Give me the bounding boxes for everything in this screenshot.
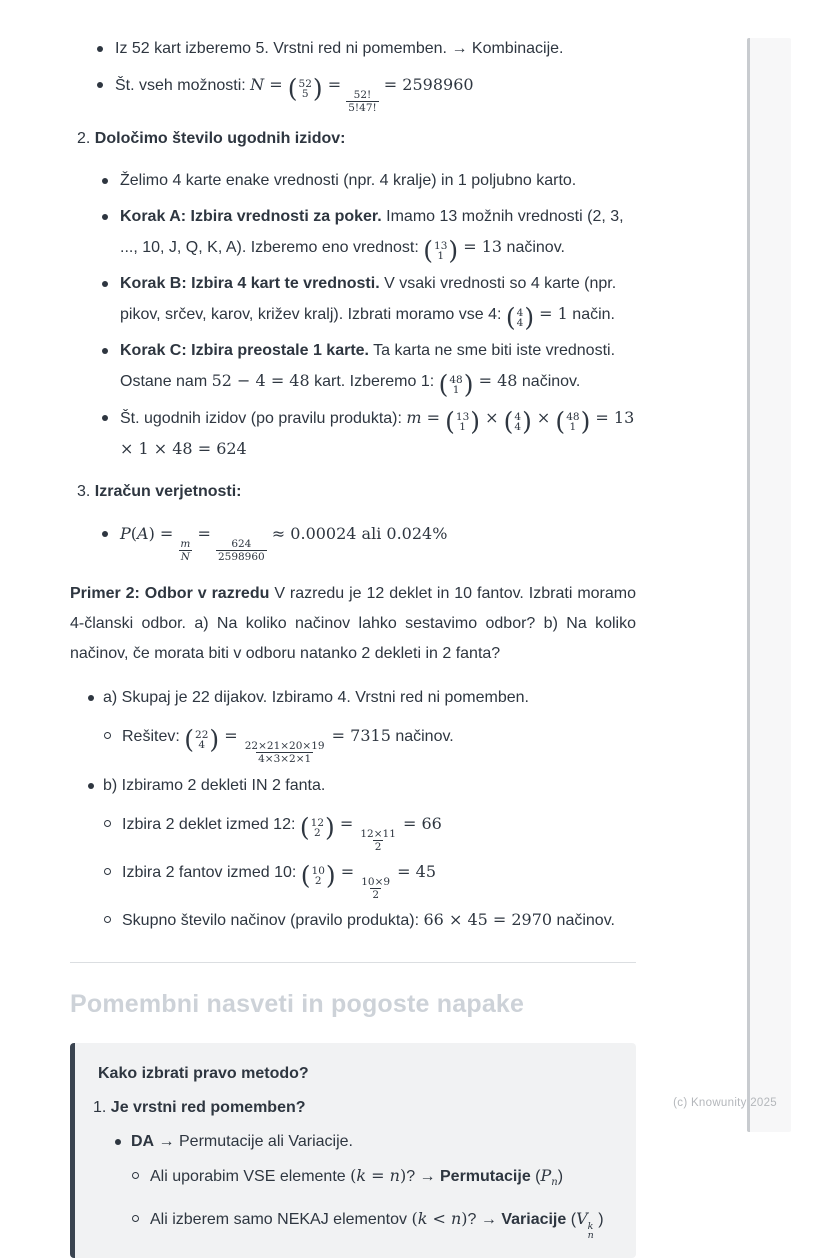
bullet-disc-icon bbox=[102, 415, 108, 421]
math-binom bbox=[505, 303, 535, 332]
math-var: k bbox=[417, 1209, 428, 1228]
text-run: V razredu je 12 deklet in 10 fantov. Izbrati moramo 4-članski odbor. a) Na koliko načinov lahko sestavimo odbor? b) Na koliko načinov, če morata biti v odboru natanko 2 dekleti in 2 fanta? bbox=[70, 585, 636, 662]
binom-bottom: 4 bbox=[516, 317, 524, 329]
text-run: Št. vseh možnosti: bbox=[115, 77, 251, 94]
list-item-text bbox=[115, 74, 474, 114]
paren-left-icon: ( bbox=[445, 407, 455, 436]
math-run: = bbox=[421, 408, 446, 427]
math-var: V bbox=[576, 1209, 588, 1228]
math-superscript: k bbox=[587, 1221, 594, 1232]
math-run: ( bbox=[350, 1166, 357, 1185]
math-run: = bbox=[322, 75, 347, 94]
bold-run: Korak C: Izbira preostale 1 karte. bbox=[120, 342, 369, 359]
list-item-text bbox=[120, 407, 635, 458]
paren-left-icon: ( bbox=[438, 370, 449, 399]
math-fraction bbox=[358, 828, 398, 853]
binom-top: 13 bbox=[434, 239, 448, 252]
section-divider bbox=[70, 962, 636, 963]
bullet-disc-icon bbox=[88, 695, 94, 701]
paren-right-icon: ) bbox=[522, 407, 532, 436]
math-run: = 66 bbox=[397, 814, 442, 833]
paren-left-icon: ( bbox=[505, 303, 516, 332]
binom-stack bbox=[311, 866, 326, 887]
list-item bbox=[70, 336, 636, 397]
list-item-text bbox=[150, 1209, 604, 1241]
bold-run: Variacije bbox=[501, 1211, 567, 1228]
paren-right-icon: ) bbox=[524, 303, 535, 332]
binom-bottom: 1 bbox=[569, 421, 577, 433]
bold-run: Korak B: Izbira 4 kart te vrednosti. bbox=[120, 275, 380, 292]
scrollbar-track[interactable] bbox=[747, 38, 791, 1132]
math-run: = 7315 bbox=[326, 726, 391, 745]
document-content bbox=[70, 34, 636, 1258]
bullet-list bbox=[70, 683, 636, 936]
fraction-numerator: 12×11 bbox=[360, 828, 396, 840]
list-item-text bbox=[120, 524, 448, 563]
math-fraction bbox=[216, 538, 267, 563]
math-var: P bbox=[540, 1166, 552, 1185]
bullet-list bbox=[70, 166, 636, 465]
list-item-text bbox=[120, 172, 576, 189]
list-item-text bbox=[131, 1133, 353, 1150]
paragraph bbox=[98, 1059, 612, 1089]
math-run: = bbox=[192, 524, 216, 543]
fraction-numerator: 10×9 bbox=[361, 876, 391, 888]
bold-run: Je vrstni red pomemben? bbox=[110, 1099, 306, 1116]
math-binom bbox=[300, 861, 336, 890]
bullet-list bbox=[70, 519, 636, 563]
text-run: Ali izberem samo NEKAJ elementov bbox=[150, 1211, 412, 1228]
list-item-text bbox=[120, 208, 624, 265]
callout-box bbox=[70, 1043, 636, 1258]
text-run: Skupno število načinov (pravilo produkta): bbox=[122, 912, 424, 929]
bold-run: Določimo število ugodnih izidov: bbox=[94, 130, 346, 147]
list-item bbox=[103, 809, 636, 853]
bullet-disc-icon bbox=[97, 46, 103, 52]
paren-right-icon: ) bbox=[470, 407, 481, 436]
bullet-disc-icon bbox=[102, 348, 108, 354]
text-run: ( bbox=[566, 1211, 577, 1228]
paren-left-icon: ( bbox=[184, 725, 195, 754]
math-binom bbox=[503, 407, 532, 436]
binom-top: 52 bbox=[298, 77, 312, 90]
binom-bottom: 1 bbox=[452, 384, 460, 396]
math-binom bbox=[299, 813, 335, 842]
list-item bbox=[70, 683, 636, 765]
bullet-circle-icon bbox=[132, 1215, 139, 1222]
bold-run: Kako izbrati pravo metodo? bbox=[98, 1065, 309, 1082]
copyright-watermark: (c) Knowunity 2025 bbox=[673, 1097, 777, 1109]
math-run: ≈ 0.00024 ali 0.024% bbox=[266, 524, 448, 543]
text-run: načinov. bbox=[390, 728, 454, 745]
binom-stack bbox=[448, 375, 463, 396]
bullet-circle-icon bbox=[132, 1172, 139, 1179]
bullet-disc-icon bbox=[97, 82, 103, 88]
math-fraction bbox=[178, 538, 192, 563]
list-item bbox=[70, 70, 636, 114]
binom-top: 10 bbox=[311, 864, 325, 877]
text-run: ? → bbox=[467, 1211, 502, 1228]
list-item bbox=[70, 202, 636, 263]
fraction-numerator: 624 bbox=[231, 538, 252, 550]
math-run: 52 − 4 = 48 bbox=[211, 371, 310, 390]
math-run: = bbox=[335, 862, 360, 881]
text-run: načinov. bbox=[502, 239, 565, 256]
math-run: = 45 bbox=[392, 862, 437, 881]
math-run: ( bbox=[411, 1209, 418, 1228]
bullet-disc-icon bbox=[102, 281, 108, 287]
fraction-denominator: 2 bbox=[374, 841, 382, 853]
binom-stack bbox=[298, 79, 313, 100]
bullet-disc-icon bbox=[102, 178, 108, 184]
binom-top: 4 bbox=[516, 306, 524, 319]
math-run: = 13 × 1 × 48 = 624 bbox=[120, 408, 635, 458]
binom-bottom: 4 bbox=[514, 421, 522, 433]
paren-left-icon: ( bbox=[555, 407, 566, 436]
math-var: N bbox=[250, 75, 265, 94]
math-run: = 2598960 bbox=[378, 75, 474, 94]
binom-top: 48 bbox=[449, 373, 463, 386]
bold-run: DA bbox=[131, 1133, 155, 1150]
text-run: Ali uporabim VSE elemente bbox=[150, 1168, 351, 1185]
math-fraction bbox=[243, 740, 327, 765]
math-subscript: n bbox=[587, 1230, 594, 1241]
binom-stack bbox=[310, 818, 325, 839]
fraction-denominator: N bbox=[180, 551, 190, 563]
section-heading: Pomembni nasveti in pogoste napake bbox=[70, 990, 525, 1018]
sub-bullet-list bbox=[131, 1161, 612, 1240]
math-run: = bbox=[366, 1166, 390, 1185]
binom-top: 22 bbox=[195, 728, 209, 741]
paren-right-icon: ) bbox=[325, 813, 335, 842]
bold-run: Korak A: Izbira vrednosti za poker. bbox=[120, 208, 382, 225]
list-item bbox=[70, 403, 636, 465]
list-item bbox=[131, 1161, 612, 1198]
numbered-item bbox=[93, 1093, 612, 1123]
math-subscript: n bbox=[551, 1177, 558, 1188]
list-item-text bbox=[150, 1166, 564, 1188]
bullet-list bbox=[70, 34, 636, 114]
text-run: Ta karta ne sme biti iste vrednosti. Ostane nam bbox=[120, 342, 616, 390]
text-run: b) Izbiramo 2 dekleti IN 2 fanta. bbox=[103, 777, 326, 794]
math-subsup bbox=[576, 1209, 594, 1241]
math-var: n bbox=[450, 1209, 462, 1228]
fraction-denominator: 2598960 bbox=[217, 551, 265, 563]
text-run: Izbira 2 fantov izmed 10: bbox=[122, 864, 301, 881]
list-item-text bbox=[115, 40, 564, 57]
list-item bbox=[70, 269, 636, 330]
text-run: Iz 52 kart izberemo 5. Vrstni red ni pomemben. → Kombinacije. bbox=[115, 40, 564, 57]
paren-right-icon: ) bbox=[448, 236, 459, 265]
math-run: = bbox=[264, 75, 288, 94]
binom-stack bbox=[455, 412, 470, 433]
paren-right-icon: ) bbox=[209, 725, 220, 754]
binom-bottom: 5 bbox=[301, 88, 309, 100]
math-run: 66 × 45 = 2970 bbox=[423, 910, 553, 929]
paren-left-icon: ( bbox=[503, 407, 514, 436]
list-number: 3. bbox=[77, 483, 95, 500]
list-item bbox=[70, 771, 636, 936]
bullet-circle-icon bbox=[104, 916, 111, 923]
text-run: ? → bbox=[406, 1168, 440, 1185]
list-item bbox=[103, 721, 636, 765]
binom-top: 4 bbox=[514, 410, 522, 423]
bold-run: Primer 2: Odbor v razredu bbox=[70, 585, 270, 602]
binom-bottom: 1 bbox=[437, 250, 445, 262]
math-binom bbox=[423, 236, 459, 265]
math-run: × bbox=[480, 408, 504, 427]
binom-bottom: 2 bbox=[314, 875, 322, 887]
fraction-denominator: 2 bbox=[372, 889, 380, 901]
math-run: = bbox=[334, 814, 359, 833]
math-var: n bbox=[389, 1166, 400, 1185]
list-item bbox=[70, 166, 636, 196]
paren-left-icon: ( bbox=[300, 861, 311, 890]
paren-right-icon: ) bbox=[312, 74, 323, 103]
list-number: 2. bbox=[77, 130, 95, 147]
text-run: Rešitev: bbox=[122, 728, 185, 745]
math-fraction bbox=[346, 89, 378, 114]
binom-stack bbox=[433, 241, 448, 262]
binom-top: 48 bbox=[566, 410, 580, 423]
numbered-item bbox=[77, 124, 636, 154]
bullet-list bbox=[98, 1127, 612, 1240]
math-binom bbox=[438, 370, 474, 399]
bullet-circle-icon bbox=[104, 732, 111, 739]
list-item bbox=[70, 519, 636, 563]
numbered-item bbox=[77, 477, 636, 507]
math-binom bbox=[445, 407, 481, 436]
paren-left-icon: ( bbox=[299, 813, 310, 842]
paren-right-icon: ) bbox=[580, 407, 591, 436]
math-fraction bbox=[359, 876, 392, 901]
text-run: ( bbox=[530, 1168, 541, 1185]
math-run: = bbox=[219, 726, 243, 745]
fraction-numerator: 52! bbox=[353, 89, 372, 101]
bullet-disc-icon bbox=[88, 783, 94, 789]
math-var: m bbox=[406, 408, 422, 427]
text-run: ) bbox=[593, 1211, 604, 1228]
text-run: ) bbox=[557, 1168, 564, 1185]
math-run: ) bbox=[399, 1166, 407, 1185]
bullet-circle-icon bbox=[104, 868, 111, 875]
text-run: Izbira 2 deklet izmed 12: bbox=[122, 816, 300, 833]
binom-top: 12 bbox=[310, 816, 325, 829]
bold-run: Izračun verjetnosti: bbox=[94, 483, 242, 500]
fraction-denominator: 4×3×2×1 bbox=[258, 753, 312, 765]
math-run: = 1 bbox=[534, 304, 568, 323]
list-item-text bbox=[120, 342, 616, 399]
list-item bbox=[70, 34, 636, 64]
text-run: kart. Izberemo 1: bbox=[309, 373, 439, 390]
math-var: k bbox=[356, 1166, 367, 1185]
bullet-disc-icon bbox=[102, 531, 108, 537]
fraction-numerator: m bbox=[180, 538, 191, 550]
list-item-text bbox=[120, 275, 617, 332]
math-run: ( bbox=[130, 524, 138, 543]
math-binom bbox=[555, 407, 591, 436]
binom-stack bbox=[194, 730, 209, 751]
bullet-circle-icon bbox=[104, 820, 111, 827]
list-number: 1. bbox=[93, 1099, 111, 1116]
text-run: a) Skupaj je 22 dijakov. Izbiramo 4. Vrstni red ni pomemben. bbox=[103, 689, 529, 706]
list-item bbox=[131, 1204, 612, 1240]
text-run: način. bbox=[567, 306, 615, 323]
binom-stack bbox=[565, 412, 580, 433]
text-run: načinov. bbox=[552, 912, 615, 929]
math-run: ) bbox=[461, 1209, 468, 1228]
math-var: A bbox=[137, 524, 149, 543]
text-run: Imamo 13 možnih vrednosti (2, 3, ..., 10, J, Q, K, A). Izberemo eno vrednost: bbox=[120, 208, 624, 256]
binom-bottom: 2 bbox=[313, 827, 321, 839]
math-run: ) = bbox=[148, 524, 179, 543]
binom-top: 13 bbox=[455, 410, 470, 423]
text-run: Želimo 4 karte enake vrednosti (npr. 4 kralje) in 1 poljubno karto. bbox=[120, 172, 577, 189]
sub-bullet-list bbox=[103, 809, 636, 936]
text-run: Št. ugodnih izidov (po pravilu produkta): bbox=[120, 410, 407, 427]
sub-bullet-list bbox=[103, 721, 636, 765]
binom-stack bbox=[513, 412, 522, 433]
list-item-text bbox=[103, 777, 325, 794]
bullet-disc-icon bbox=[102, 214, 108, 220]
math-binom bbox=[184, 725, 220, 754]
math-sub bbox=[540, 1166, 558, 1188]
bullet-disc-icon bbox=[115, 1139, 121, 1145]
binom-bottom: 4 bbox=[198, 739, 206, 751]
math-run: < bbox=[427, 1209, 451, 1228]
math-run: × bbox=[531, 408, 556, 427]
list-item bbox=[103, 857, 636, 901]
paren-left-icon: ( bbox=[287, 74, 298, 103]
math-var: P bbox=[120, 524, 131, 543]
list-item-text bbox=[122, 912, 615, 929]
bold-run: Permutacije bbox=[440, 1168, 531, 1185]
fraction-denominator: 5!47! bbox=[348, 102, 377, 114]
math-run: = 13 bbox=[458, 237, 503, 256]
binom-bottom: 1 bbox=[459, 421, 466, 433]
math-binom bbox=[287, 74, 323, 103]
paren-left-icon: ( bbox=[423, 236, 434, 265]
list-item bbox=[98, 1127, 612, 1240]
text-run: načinov. bbox=[517, 373, 581, 390]
paren-right-icon: ) bbox=[325, 861, 336, 890]
paragraph bbox=[70, 579, 636, 669]
list-item bbox=[103, 905, 636, 936]
paren-right-icon: ) bbox=[463, 370, 474, 399]
text-run: V vsaki vrednosti so 4 karte (npr. pikov, srčev, karov, križev kralj). Izbrati moramo vse 4: bbox=[120, 275, 617, 323]
list-item-text bbox=[103, 689, 529, 706]
math-run: = 48 bbox=[473, 371, 518, 390]
fraction-numerator: 22×21×20×19 bbox=[244, 740, 325, 752]
binom-stack bbox=[516, 308, 525, 329]
text-run: → Permutacije ali Variacije. bbox=[154, 1133, 353, 1150]
